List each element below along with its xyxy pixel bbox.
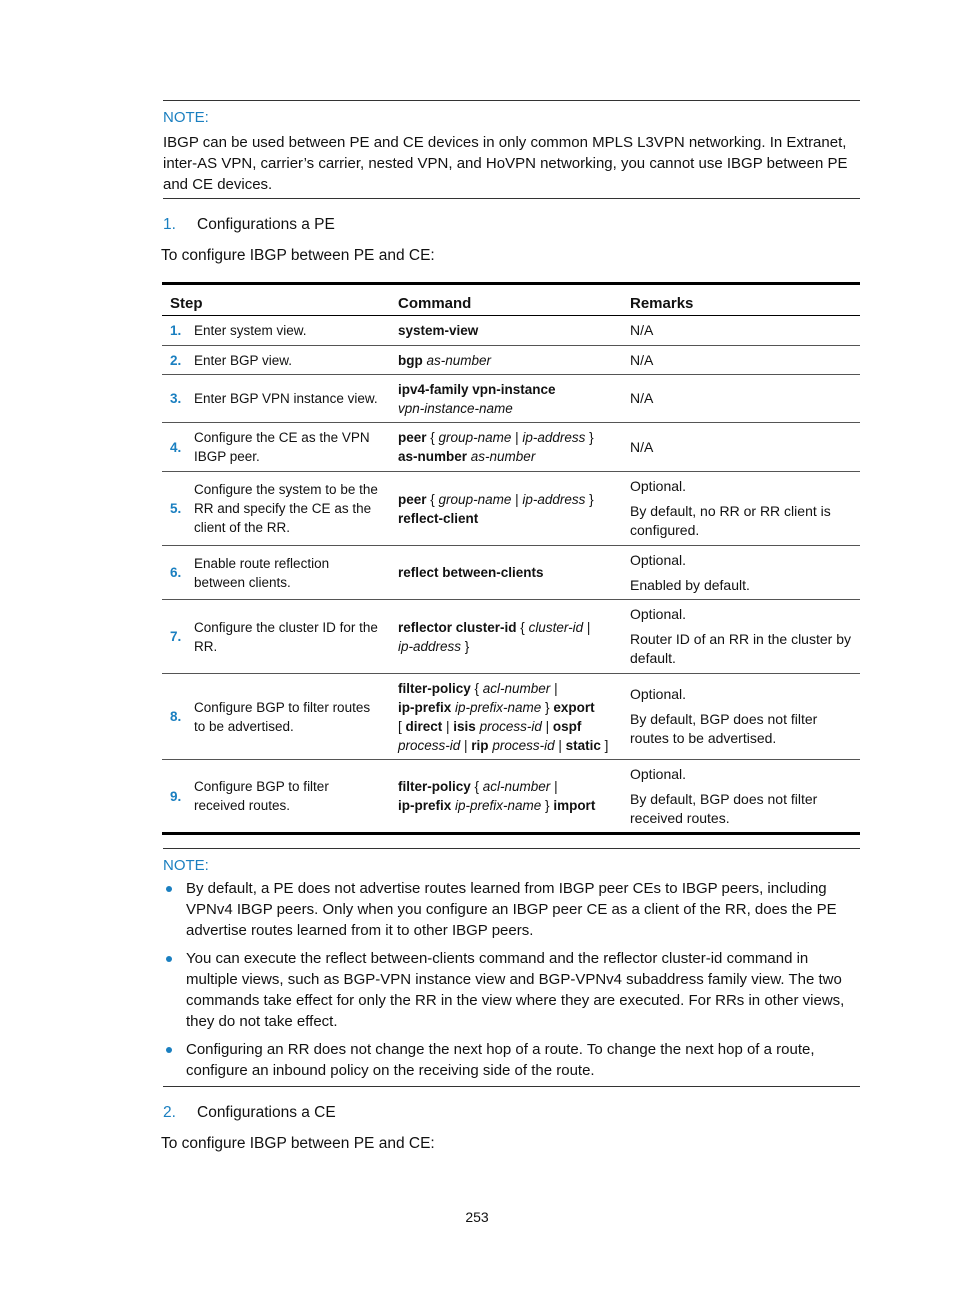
- remark-text: N/A: [630, 351, 654, 368]
- note-box-1: [163, 100, 860, 199]
- step-remarks: [622, 423, 860, 472]
- step-remarks: [622, 546, 860, 600]
- remark-text: Optional.: [630, 551, 687, 568]
- table-row: [162, 375, 860, 423]
- table-row: [162, 472, 860, 546]
- command-keyword: export: [553, 699, 595, 715]
- step-command: [390, 546, 622, 600]
- step-command: [390, 375, 622, 423]
- command-keyword: filter-policy: [398, 779, 471, 794]
- command-argument: acl-number: [482, 779, 551, 794]
- header-command: Command: [390, 284, 622, 316]
- remark-text: Optional.: [630, 686, 687, 702]
- command-keyword: system-view: [398, 323, 479, 338]
- step-description: Configure BGP to filter routes to be advertised.: [186, 674, 390, 760]
- section-heading-ce: [163, 1104, 336, 1122]
- command-syntax: {: [426, 491, 439, 507]
- command-keyword: reflector cluster-id: [398, 619, 517, 635]
- command-table: [162, 282, 860, 835]
- command-syntax: |: [442, 718, 454, 734]
- command-syntax: {: [470, 680, 483, 696]
- command-keyword: peer: [398, 491, 427, 507]
- remark-text: Optional.: [630, 606, 687, 622]
- section-heading-pe: [163, 216, 335, 234]
- header-step: Step: [162, 284, 390, 316]
- command-argument: as-number: [426, 352, 492, 368]
- remark-text: By default, BGP does not filter received routes.: [630, 790, 818, 826]
- command-syntax: }: [541, 798, 554, 813]
- step-number: 8.: [162, 674, 186, 760]
- command-syntax: {: [426, 430, 439, 445]
- page-number: 253: [465, 1209, 489, 1225]
- note-text: IBGP can be used between PE and CE devices in only common MPLS L3VPN networking. In Extranet, inter-AS VPN, carrier’s carrier, nested VPN, and HoVPN networking, you cannot use IBGP between PE and CE devices.: [163, 134, 848, 193]
- command-syntax: |: [460, 737, 472, 753]
- table-row: [162, 674, 860, 760]
- command-argument: group-name: [438, 491, 512, 507]
- command-argument: ip-address: [522, 491, 586, 507]
- command-syntax: }: [585, 491, 594, 507]
- remark-text: Optional.: [630, 478, 687, 494]
- step-number: 2.: [162, 346, 186, 375]
- command-argument: ip-prefix-name: [455, 699, 542, 715]
- command-keyword: direct: [405, 718, 443, 734]
- command-syntax: |: [550, 680, 558, 696]
- command-argument: process-id: [398, 737, 461, 753]
- step-remarks: [622, 316, 860, 346]
- remark-text: Router ID of an RR in the cluster by default.: [630, 631, 851, 666]
- command-argument: ip-address: [398, 638, 462, 654]
- command-syntax: }: [541, 699, 554, 715]
- command-argument: process-id: [492, 737, 555, 753]
- remark-text: N/A: [630, 322, 654, 338]
- step-description: Enter BGP VPN instance view.: [186, 375, 390, 423]
- note-label: NOTE:: [163, 109, 209, 126]
- command-syntax: ]: [600, 737, 609, 753]
- section-number: 1.: [163, 216, 176, 233]
- command-keyword: reflect between-clients: [398, 565, 544, 580]
- command-argument: cluster-id: [528, 619, 584, 635]
- command-keyword: ospf: [552, 718, 582, 734]
- step-command: [390, 423, 622, 472]
- step-description: Configure the cluster ID for the RR.: [186, 600, 390, 674]
- remark-text: N/A: [630, 390, 654, 406]
- table-row: [162, 600, 860, 674]
- table-row: [162, 423, 860, 472]
- command-argument: ip-prefix-name: [455, 798, 542, 813]
- step-remarks: [622, 472, 860, 546]
- table-row: [162, 316, 860, 346]
- remark-text: Optional.: [630, 765, 687, 782]
- intro-text: To configure IBGP between PE and CE:: [161, 1135, 435, 1152]
- note-label: NOTE:: [163, 857, 209, 874]
- step-number: 5.: [162, 472, 186, 546]
- command-keyword: rip: [471, 737, 493, 753]
- step-description: Enable route reflection between clients.: [186, 546, 390, 600]
- step-number: 9.: [162, 760, 186, 834]
- remark-text: N/A: [630, 438, 654, 455]
- command-argument: ip-address: [522, 430, 586, 445]
- step-remarks: [622, 600, 860, 674]
- table-header-row: [162, 284, 860, 316]
- command-syntax: {: [516, 619, 529, 635]
- step-number: 3.: [162, 375, 186, 423]
- step-command: [390, 760, 622, 834]
- table-row: [162, 346, 860, 375]
- command-keyword: ipv4-family vpn-instance: [398, 381, 556, 397]
- command-syntax: |: [550, 779, 558, 794]
- command-keyword: peer: [398, 430, 427, 445]
- command-keyword: ip-prefix: [398, 798, 456, 813]
- command-argument: group-name: [438, 430, 512, 445]
- section-title: Configurations a PE: [197, 216, 335, 233]
- step-remarks: [622, 346, 860, 375]
- note-box-2: [163, 848, 860, 1087]
- step-description: Configure the CE as the VPN IBGP peer.: [186, 423, 390, 472]
- command-syntax: {: [470, 779, 483, 794]
- step-command: [390, 600, 622, 674]
- command-syntax: }: [585, 430, 594, 445]
- table-row: [162, 546, 860, 600]
- step-description: Configure the system to be the RR and specify the CE as the client of the RR.: [186, 472, 390, 546]
- section-title: Configurations a CE: [197, 1104, 336, 1121]
- step-command: [390, 674, 622, 760]
- step-remarks: [622, 760, 860, 834]
- list-item: By default, a PE does not advertise routes learned from IBGP peer CEs to IBGP peers, including VPNv4 IBGP peers. Only when you configure an IBGP peer CE as a client of the RR, does the PE advertise routes learned from it to other IBGP peers.: [163, 878, 860, 941]
- command-keyword: reflect-client: [398, 510, 479, 526]
- command-keyword: as-number: [398, 449, 471, 464]
- command-syntax: |: [554, 737, 566, 753]
- intro-text: To configure IBGP between PE and CE:: [161, 247, 435, 264]
- command-argument: vpn-instance-name: [398, 400, 513, 416]
- command-keyword: isis: [453, 718, 480, 734]
- command-syntax: |: [583, 619, 591, 635]
- command-keyword: bgp: [398, 352, 427, 368]
- step-description: Enter system view.: [194, 323, 307, 338]
- command-syntax: |: [511, 491, 523, 507]
- step-number: 7.: [162, 600, 186, 674]
- step-description: Configure BGP to filter received routes.: [186, 760, 390, 834]
- command-syntax: |: [511, 430, 523, 445]
- command-argument: acl-number: [482, 680, 551, 696]
- step-number: 6.: [162, 546, 186, 600]
- command-syntax: }: [461, 638, 470, 654]
- list-item: You can execute the reflect between-clients command and the reflector cluster-id command in multiple views, such as BGP-VPN instance view and BGP-VPNv4 subaddress family view. The two commands take effect for only the RR in the view where they are executed. For RRs in other views, they do not take effect.: [163, 948, 860, 1032]
- section-number: 2.: [163, 1104, 176, 1121]
- note-bullet-list: [163, 878, 860, 1081]
- step-command: [390, 316, 622, 346]
- step-number: 1.: [170, 323, 182, 338]
- remark-text: Enabled by default.: [630, 576, 750, 593]
- command-keyword: ip-prefix: [398, 699, 456, 715]
- command-argument: as-number: [470, 449, 536, 464]
- list-item: Configuring an RR does not change the next hop of a route. To change the next hop of a route, configure an inbound policy on the receiving side of the route.: [163, 1039, 860, 1081]
- header-remarks: Remarks: [622, 284, 860, 316]
- command-syntax: [: [398, 718, 406, 734]
- table-row: [162, 760, 860, 834]
- command-keyword: import: [553, 798, 596, 813]
- command-keyword: static: [565, 737, 601, 753]
- command-syntax: |: [541, 718, 553, 734]
- command-keyword: filter-policy: [398, 680, 471, 696]
- remark-text: By default, BGP does not filter routes to be advertised.: [630, 711, 818, 746]
- step-number: 4.: [162, 423, 186, 472]
- step-command: [390, 472, 622, 546]
- step-remarks: [622, 375, 860, 423]
- command-argument: process-id: [479, 718, 542, 734]
- step-remarks: [622, 674, 860, 760]
- remark-text: By default, no RR or RR client is configured.: [630, 503, 831, 538]
- step-description: Enter BGP view.: [186, 346, 390, 375]
- step-command: [390, 346, 622, 375]
